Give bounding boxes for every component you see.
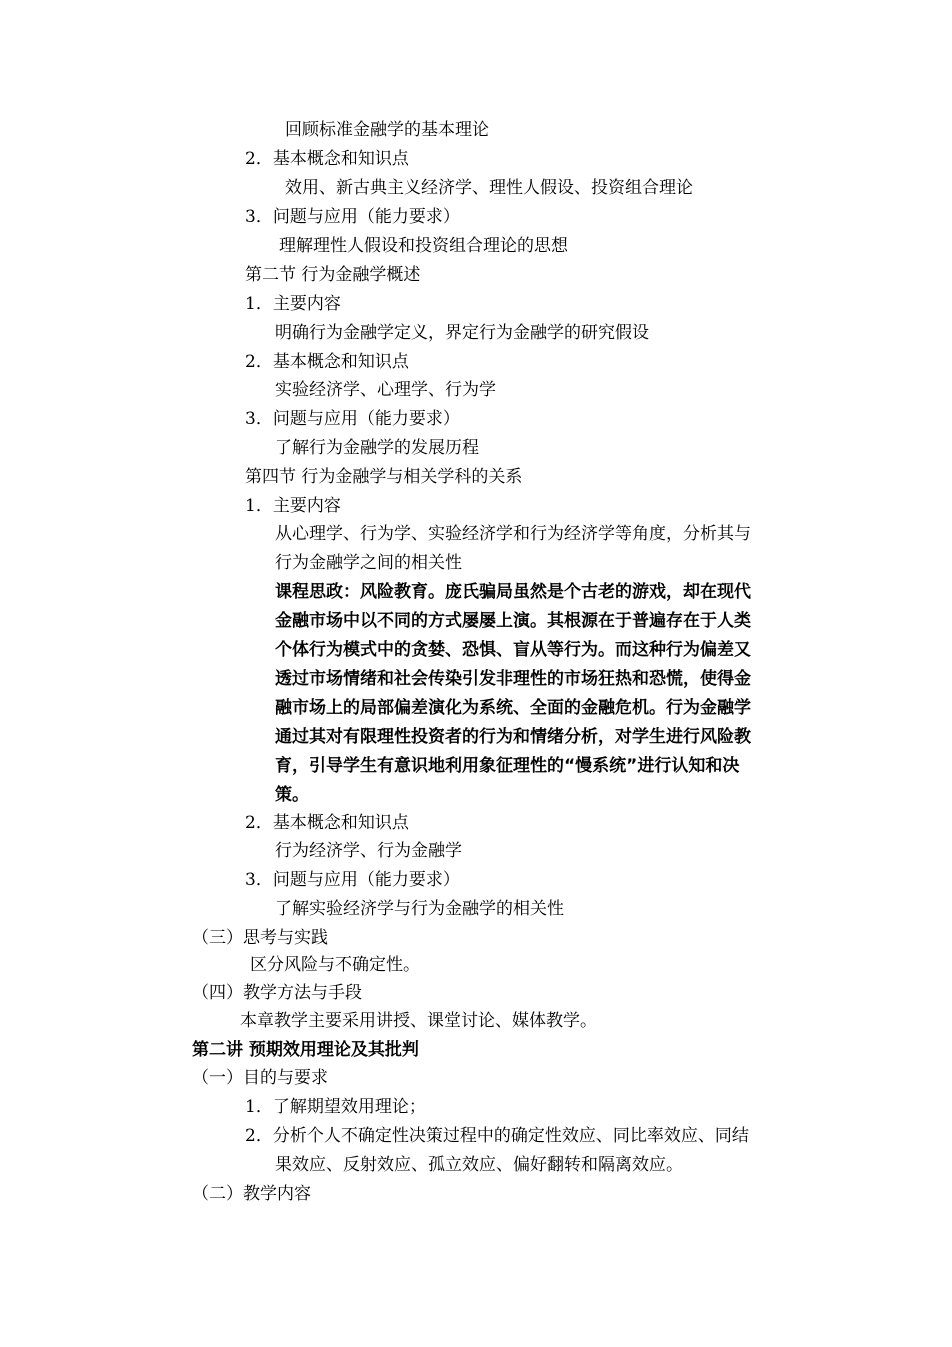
methods-heading: （四）教学方法与手段 (192, 983, 362, 1003)
goal-2-line1: 2．分析个人不确定性决策过程中的确定性效应、同比率效应、同结 (245, 1126, 749, 1146)
ideology-line-8: 策。 (275, 785, 309, 805)
s2-item3-text: 了解行为金融学的发展历程 (275, 438, 479, 458)
ideology-line-5: 融市场上的局部偏差演化为系统、全面的金融危机。行为金融学 (275, 698, 751, 718)
content-heading: （二）教学内容 (192, 1184, 311, 1204)
ideology-line-4: 透过市场情绪和社会传染引发非理性的市场狂热和恐慌，使得金 (275, 669, 751, 689)
s2-item1-label: 1．主要内容 (245, 294, 341, 314)
lecture2-title: 第二讲 预期效用理论及其批判 (192, 1040, 419, 1060)
section2-heading: 第二节 行为金融学概述 (245, 265, 421, 285)
s4-item1-text-line1: 从心理学、行为学、实验经济学和行为经济学等角度，分析其与 (275, 524, 751, 544)
s1-item2-label: 2．基本概念和知识点 (245, 149, 409, 169)
ideology-line-2: 金融市场中以不同的方式屡屡上演。其根源在于普遍存在于人类 (275, 611, 751, 631)
ideology-line-3: 个体行为模式中的贪婪、恐惧、盲从等行为。而这种行为偏差又 (275, 640, 751, 660)
s4-item1-text-line2: 行为金融学之间的相关性 (275, 553, 462, 573)
ideology-line-1: 课程思政：风险教育。庞氏骗局虽然是个古老的游戏，却在现代 (275, 582, 751, 602)
s2-item2-text: 实验经济学、心理学、行为学 (275, 380, 496, 400)
goal-2-line2: 果效应、反射效应、孤立效应、偏好翻转和隔离效应。 (275, 1155, 683, 1175)
s2-item3-label: 3．问题与应用（能力要求） (245, 409, 460, 429)
practice-text: 区分风险与不确定性。 (250, 955, 420, 975)
s4-item2-label: 2．基本概念和知识点 (245, 813, 409, 833)
methods-text: 本章教学主要采用讲授、课堂讨论、媒体教学。 (240, 1011, 597, 1031)
s1-item3-text: 理解理性人假设和投资组合理论的思想 (279, 236, 568, 256)
section4-heading: 第四节 行为金融学与相关学科的关系 (245, 467, 523, 487)
practice-heading: （三）思考与实践 (192, 928, 328, 948)
s4-item2-text: 行为经济学、行为金融学 (275, 841, 462, 861)
s2-item1-text: 明确行为金融学定义，界定行为金融学的研究假设 (275, 323, 649, 343)
ideology-line-6: 通过其对有限理性投资者的行为和情绪分析，对学生进行风险教 (275, 727, 751, 747)
s2-item2-label: 2．基本概念和知识点 (245, 352, 409, 372)
s4-item1-label: 1．主要内容 (245, 496, 341, 516)
review-text: 回顾标准金融学的基本理论 (285, 120, 489, 140)
ideology-line-7: 育，引导学生有意识地利用象征理性的“慢系统”进行认知和决 (275, 756, 740, 776)
s1-item3-label: 3．问题与应用（能力要求） (245, 207, 460, 227)
s4-item3-label: 3．问题与应用（能力要求） (245, 870, 460, 890)
s4-item3-text: 了解实验经济学与行为金融学的相关性 (275, 899, 564, 919)
goal-1: 1．了解期望效用理论； (245, 1097, 426, 1117)
s1-item2-text: 效用、新古典主义经济学、理性人假设、投资组合理论 (285, 178, 693, 198)
goals-heading: （一）目的与要求 (192, 1068, 328, 1088)
